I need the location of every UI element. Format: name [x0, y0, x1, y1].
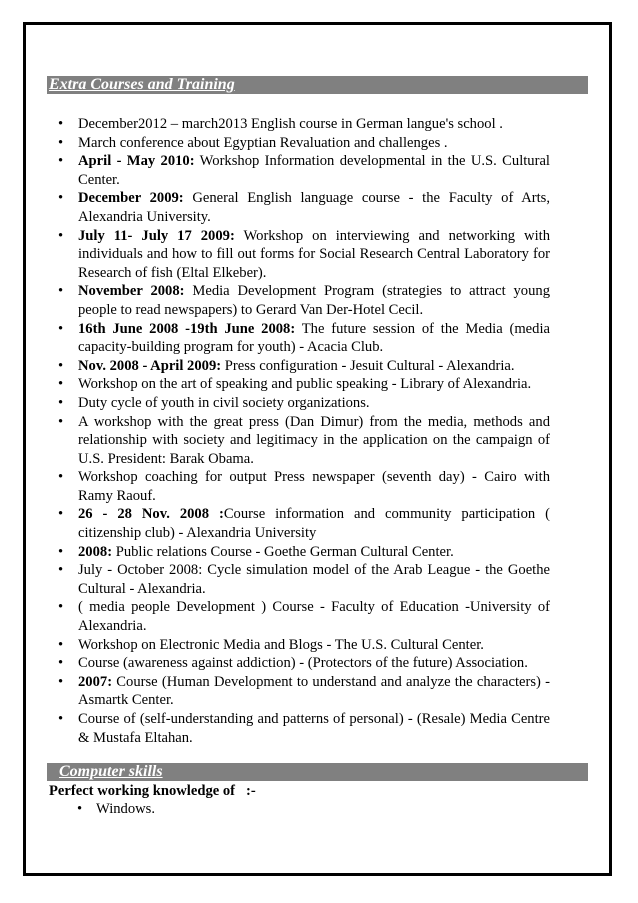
item-text: July - October 2008: Cycle simulation model of the Arab League - the Goethe Cultural - Alexandria.: [78, 562, 550, 597]
list-item: [55, 282, 550, 319]
item-text: Workshop on interviewing and networking with individuals and how to fill out forms for Social Research Central Laboratory for Research of fish (Eltal Elkeber).: [78, 227, 550, 281]
section-title: Computer skills: [59, 763, 163, 780]
list-item: [55, 115, 550, 134]
item-date: April - May 2010:: [78, 153, 195, 170]
item-text: December2012 – march2013 English course in German langue's school .: [78, 116, 503, 132]
item-text: Workshop Information developmental in the U.S. Cultural Center.: [78, 153, 550, 188]
item-date: Nov. 2008 - April 2009:: [78, 357, 222, 374]
item-text: Course (Human Development to understand and analyze the characters) - Asmartk Center.: [78, 673, 550, 709]
list-item: [55, 357, 550, 376]
section-title: Extra Courses and Training: [49, 76, 235, 93]
courses-list: [55, 115, 550, 747]
list-item: [55, 468, 550, 505]
item-text: The future session of the Media (media capacity-building program for youth) - Acacia Club.: [78, 320, 550, 356]
list-item: [55, 320, 550, 357]
list-item: [55, 413, 550, 469]
list-item: • Windows.: [75, 800, 155, 818]
item-text: Workshop on Electronic Media and Blogs - The U.S. Cultural Center.: [78, 636, 484, 653]
list-item: [55, 152, 550, 189]
list-item: [55, 227, 550, 283]
list-item: [55, 636, 550, 655]
item-text: Workshop on the art of speaking and public speaking - Library of Alexandria.: [78, 376, 532, 393]
list-item: [55, 505, 550, 542]
list-item: [55, 654, 550, 673]
skills-intro: Perfect working knowledge of :-: [49, 783, 256, 799]
item-text: March conference about Egyptian Revaluation and challenges .: [78, 134, 448, 151]
item-text: A workshop with the great press (Dan Dimur) from the media, methods and relationship with society and legitimacy in the application on the campaign of U.S. President: Barak Obama.: [78, 413, 550, 467]
list-item: [55, 134, 550, 153]
item-text: General English language course - the Faculty of Arts, Alexandria University.: [78, 190, 550, 225]
item-date: 2008:: [78, 543, 113, 560]
item-text: Workshop coaching for output Press newspaper (seventh day) - Cairo with Ramy Raouf.: [78, 469, 550, 504]
list-item: [55, 561, 550, 598]
item-date: 16th June 2008 -19th June 2008:: [78, 320, 296, 337]
list-item: [55, 710, 550, 747]
list-item: [55, 189, 550, 226]
item-text: Course (awareness against addiction) - (Protectors of the future) Association.: [78, 655, 528, 672]
item-date: November 2008:: [78, 283, 185, 300]
item-text: Media Development Program (strategies to attract young people to read newspapers) to Gerard Van Der-Hotel Cecil.: [78, 283, 550, 318]
list-item: [55, 673, 550, 710]
item-date: July 11- July 17 2009:: [78, 227, 235, 244]
list-item: [55, 375, 550, 394]
item-text: ( media people Development ) Course - Faculty of Education -University of Alexandria.: [78, 599, 550, 635]
item-text: Public relations Course - Goethe German Cultural Center.: [112, 543, 454, 560]
item-text: Press configuration - Jesuit Cultural - Alexandria.: [221, 357, 515, 374]
skills-list: [75, 800, 155, 818]
item-date: December 2009:: [78, 190, 184, 207]
list-item: [55, 394, 550, 413]
section-header-computer-skills: [47, 763, 588, 781]
list-item: [55, 598, 550, 635]
item-date: 26 - 28 Nov. 2008 :: [78, 506, 224, 523]
item-text: Course information and community participation ( citizenship club) - Alexandria University: [78, 506, 550, 542]
item-date: 2007:: [78, 673, 113, 690]
section-header-extra-courses: [47, 76, 588, 94]
item-text: Course of (self-understanding and patterns of personal) - (Resale) Media Centre & Mustafa Eltahan.: [78, 711, 550, 746]
list-item: [55, 543, 550, 562]
item-text: Duty cycle of youth in civil society organizations.: [78, 394, 370, 411]
